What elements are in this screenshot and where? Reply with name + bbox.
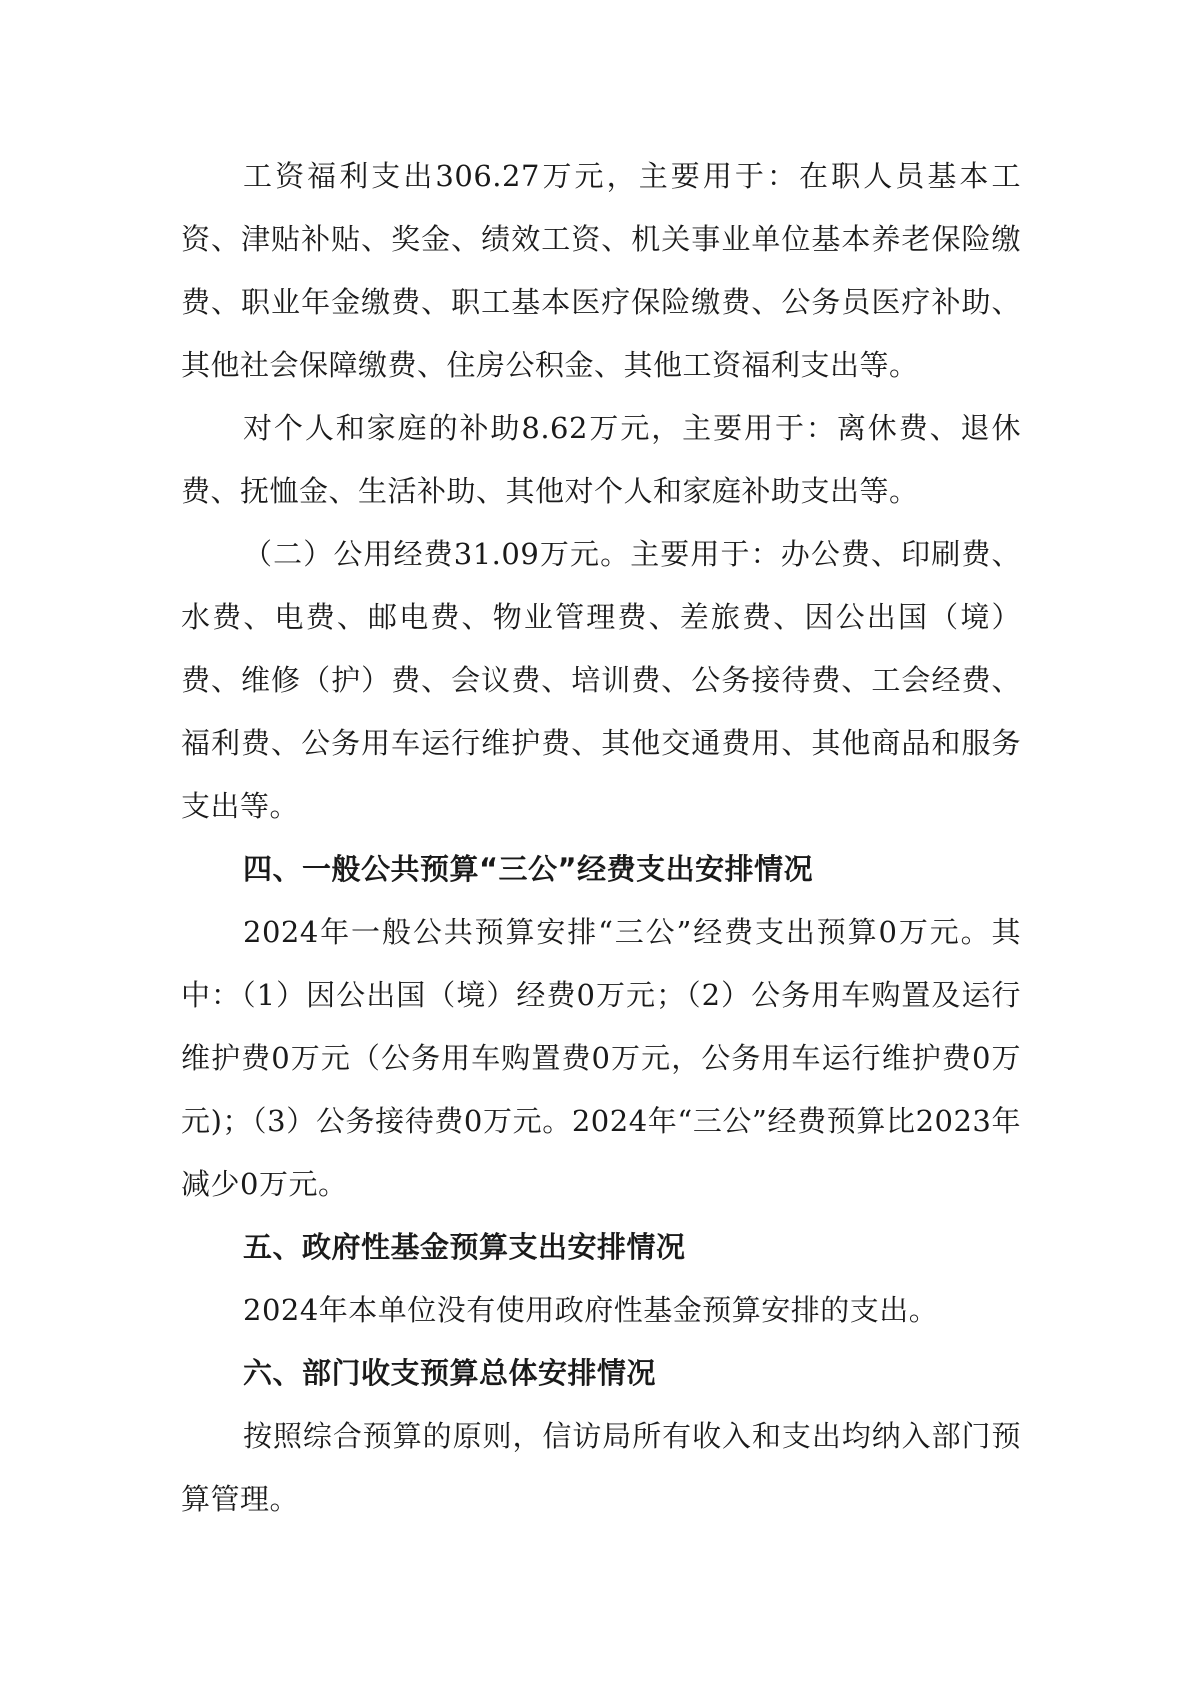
paragraph-government-fund: 2024年本单位没有使用政府性基金预算安排的支出。	[243, 1293, 939, 1327]
paragraph-salary-welfare: 工资福利支出306.27万元，主要用于：在职人员基本工资、津贴补贴、奖金、绩效工资、机关事业单位基本养老保险缴费、职业年金缴费、职工基本医疗保险缴费、公务员医疗补助、其他社会保障缴费、住房公积金、其他工资福利支出等。	[181, 159, 1021, 382]
paragraph-public-expenses: （二）公用经费31.09万元。主要用于：办公费、印刷费、水费、电费、邮电费、物业管理费、差旅费、因公出国（境）费、维修（护）费、会议费、培训费、公务接待费、工会经费、福利费、公务用车运行维护费、其他交通费用、其他商品和服务支出等。	[181, 537, 1021, 823]
section-heading-government-fund: 五、政府性基金预算支出安排情况	[243, 1230, 686, 1264]
section-heading-overall-budget: 六、部门收支预算总体安排情况	[243, 1356, 657, 1390]
document-body	[181, 145, 1021, 1531]
section-heading-three-public: 四、一般公共预算“三公”经费支出安排情况	[243, 852, 814, 886]
paragraph-three-public-budget: 2024年一般公共预算安排“三公”经费支出预算0万元。其中：（1）因公出国（境）经费0万元；（2）公务用车购置及运行维护费0万元（公务用车购置费0万元，公务用车运行维护费0万元)；（3）公务接待费0万元。2024年“三公”经费预算比2023年减少0万元。	[181, 915, 1021, 1201]
paragraph-overall-budget: 按照综合预算的原则，信访局所有收入和支出均纳入部门预算管理。	[181, 1419, 1021, 1516]
paragraph-personal-family-subsidy: 对个人和家庭的补助8.62万元，主要用于：离休费、退休费、抚恤金、生活补助、其他对个人和家庭补助支出等。	[181, 411, 1021, 508]
